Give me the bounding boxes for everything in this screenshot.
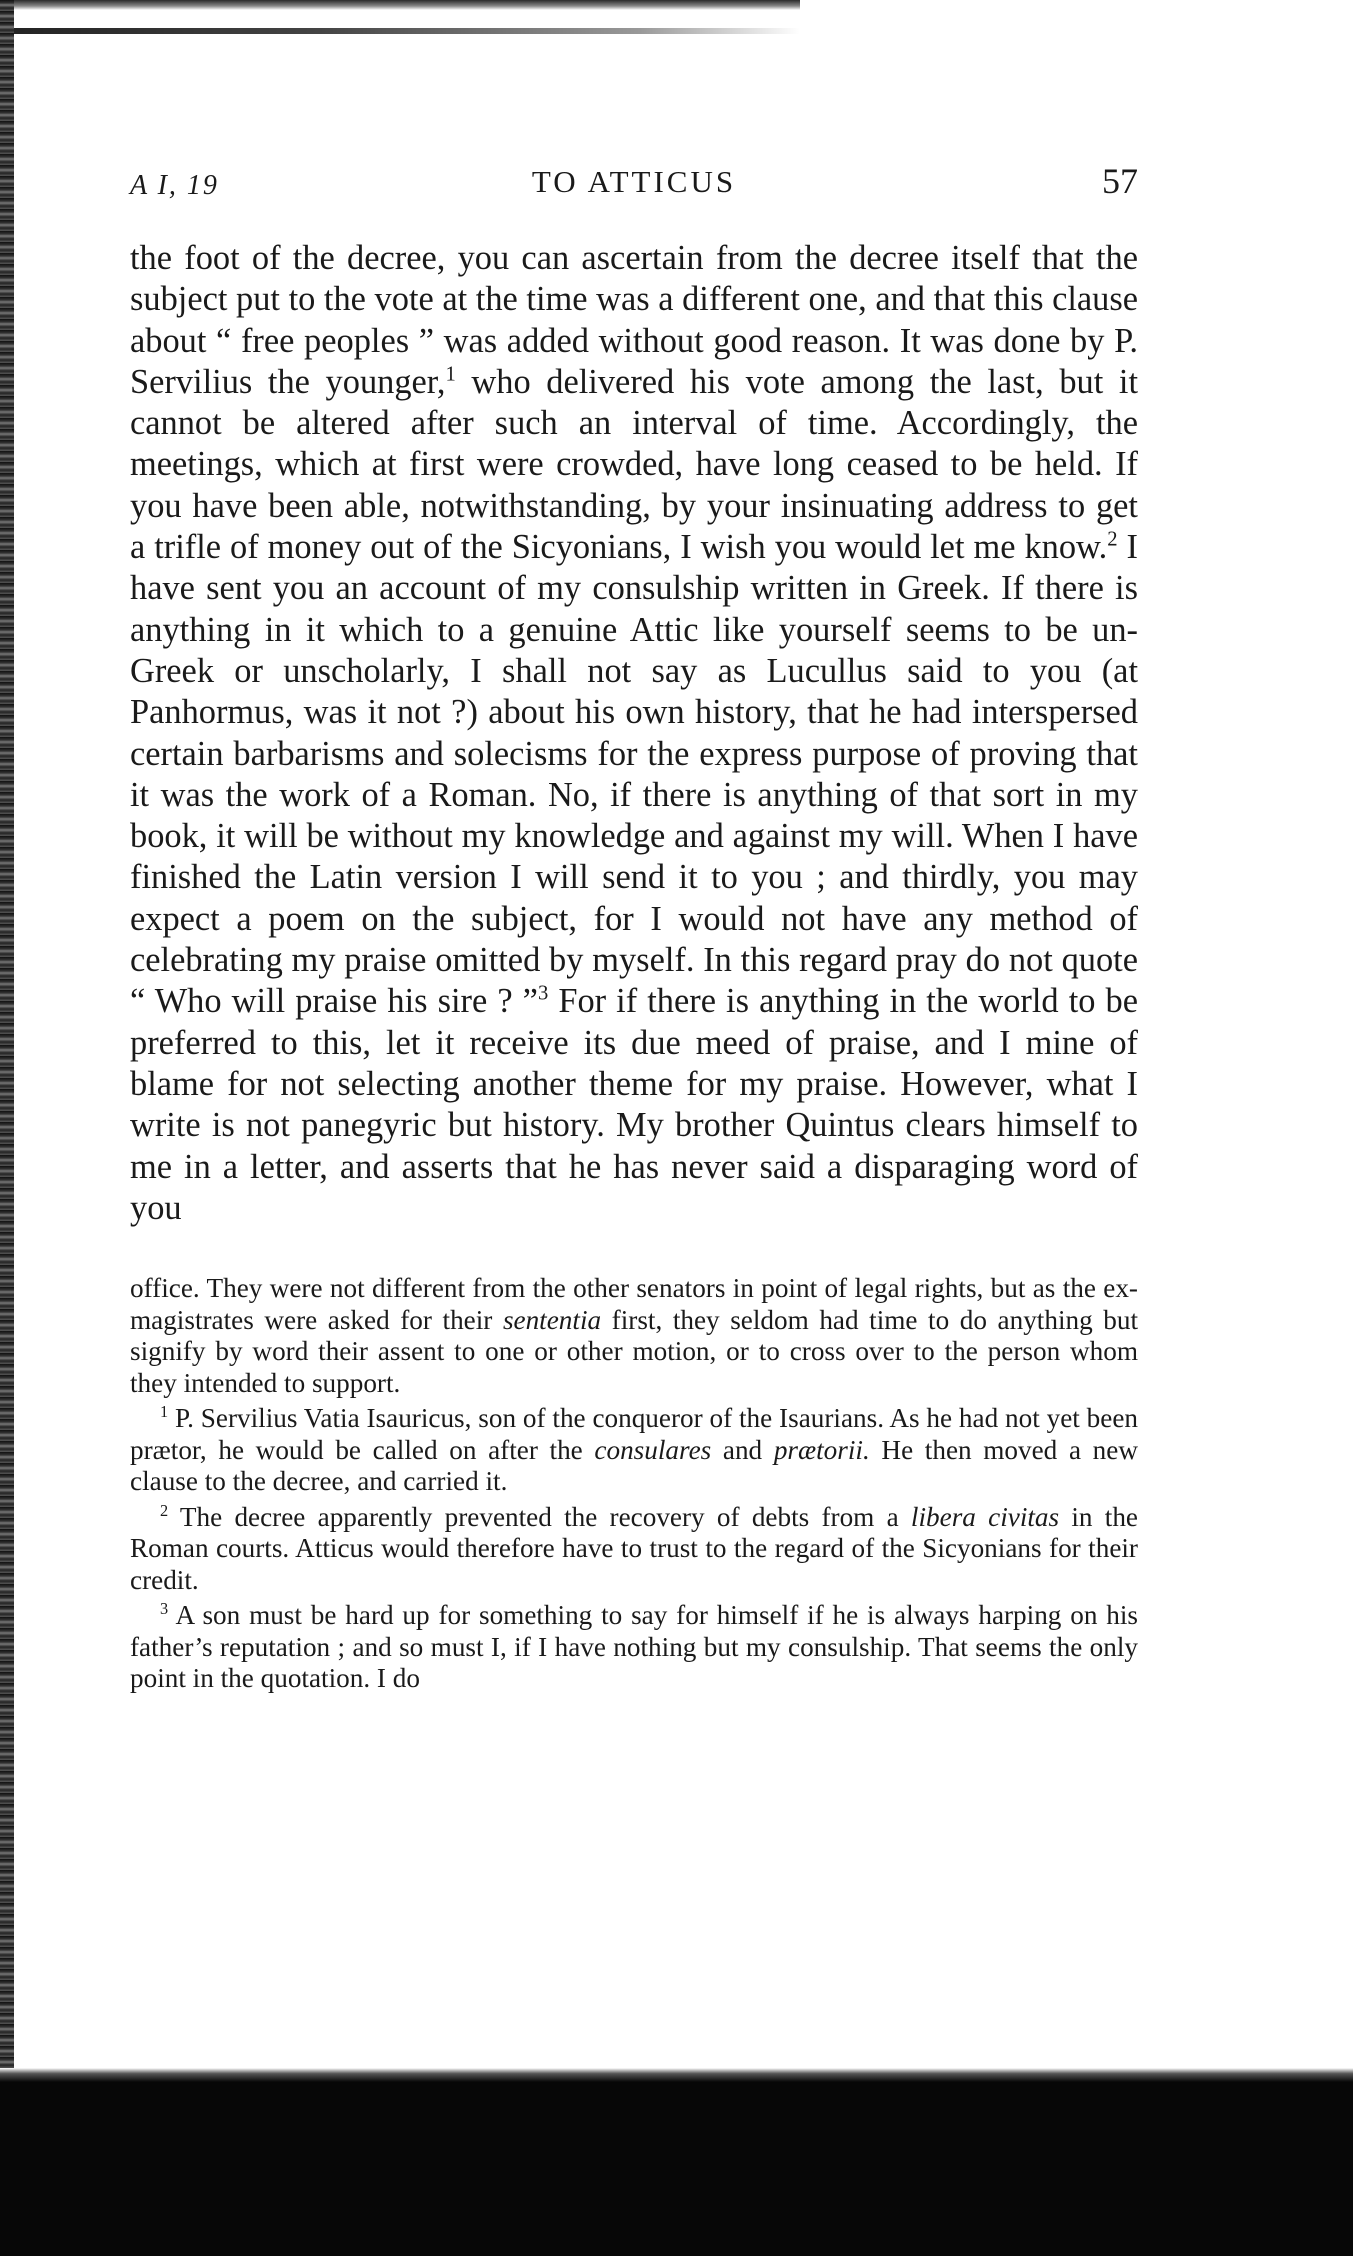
- text-run: A son must be hard up for something to say for himself if he is always harping on his father’s reputation ; and so must I, if I have nothing but my consulship. That seems the only point in the quotation. I do: [130, 1600, 1138, 1694]
- scan-edge-bottom: [0, 2068, 1353, 2256]
- text-run: who delivered his vote among the last, but it cannot be altered after such an interval of time. Accordingly, the meetings, which at first were crowded, have long ceased to be held. If you have been able, notwithstanding, by your insinuating address to get a trifle of money out of the Sicyonians, I wish you would let me know.: [130, 362, 1139, 567]
- scan-shadow-top: [0, 28, 800, 34]
- running-title: TO ATTICUS: [531, 164, 737, 199]
- scan-edge-left: [0, 0, 14, 2070]
- text-run: He then moved a new clause to the decree, and carried it.: [130, 1434, 1138, 1497]
- running-header: [130, 160, 1138, 220]
- footnotes: [130, 1273, 1138, 1695]
- footnote-ref-2: 2: [1107, 528, 1118, 551]
- footnote-mark: 1: [160, 1402, 169, 1422]
- signature-mark: A I, 19: [130, 170, 219, 201]
- main-text: [130, 238, 1138, 1229]
- footnote-continuation: [130, 1273, 1138, 1399]
- book-page: [130, 160, 1138, 1699]
- text-run: P. Servilius Vatia Isauricus, son of the conqueror of the Isaurians. As he had not yet been prætor, he would be called on after the: [130, 1403, 1138, 1465]
- text-run: in the Roman courts. Atticus would therefore have to trust to the regard of the Sicyonians for their credit.: [130, 1501, 1138, 1595]
- footnote-3: [130, 1600, 1138, 1695]
- italic-term: prætorii.: [773, 1434, 870, 1465]
- scan-edge-top: [0, 0, 800, 10]
- italic-term: consulares: [594, 1434, 712, 1465]
- italic-term: libera civitas: [910, 1501, 1060, 1532]
- text-run: and: [711, 1434, 774, 1465]
- italic-term: sententia: [502, 1304, 602, 1335]
- footnote-ref-1: 1: [445, 363, 456, 386]
- body-paragraph: [130, 238, 1138, 1229]
- text-run: office. They were not different from the other senators in point of legal rights, but as the ex-magistrates were asked for their: [130, 1273, 1138, 1335]
- footnote-2: [130, 1502, 1138, 1597]
- text-run: For if there is anything in the world to be preferred to this, let it receive its due meed of praise, and I mine of blame for not selecting another theme for my praise. However, what I write is not panegyric but history. My brother Quintus clears himself to me in a letter, and asserts that he has never said a disparaging word of you: [130, 982, 1138, 1227]
- text-run: first, they seldom had time to do anything but signify by word their assent to one or other motion, or to cross over to the person whom they intended to support.: [130, 1304, 1138, 1398]
- footnote-ref-3: 3: [537, 982, 549, 1005]
- footnote-mark: 2: [160, 1500, 169, 1520]
- text-run: The decree apparently prevented the recovery of debts from a: [168, 1501, 911, 1532]
- footnote-mark: 3: [160, 1599, 169, 1619]
- text-run: the foot of the decree, you can ascertain from the decree itself that the subject put to the vote at the time was a different one, and that this clause about “ free peoples ” was added without good reason. It was done by P. Servilius the younger,: [130, 239, 1138, 401]
- text-run: I have sent you an account of my consulship written in Greek. If there is anything in it which to a genuine Attic like yourself seems to be un-Greek or unscholarly, I shall not say as Lucullus said to you (at Panhormus, was it not ?) about his own history, that he had interspersed certain barbarisms and solecisms for the express purpose of proving that it was the work of a Roman. No, if there is anything of that sort in my book, it will be without my knowledge and against my will. When I have finished the Latin version I will send it to you ; and thirdly, you may expect a poem on the subject, for I would not have any method of celebrating my praise omitted by myself. In this regard pray do not quote “ Who will praise his sire ? ”: [130, 528, 1138, 1021]
- footnote-1: [130, 1403, 1138, 1498]
- page-number: 57: [1102, 161, 1138, 201]
